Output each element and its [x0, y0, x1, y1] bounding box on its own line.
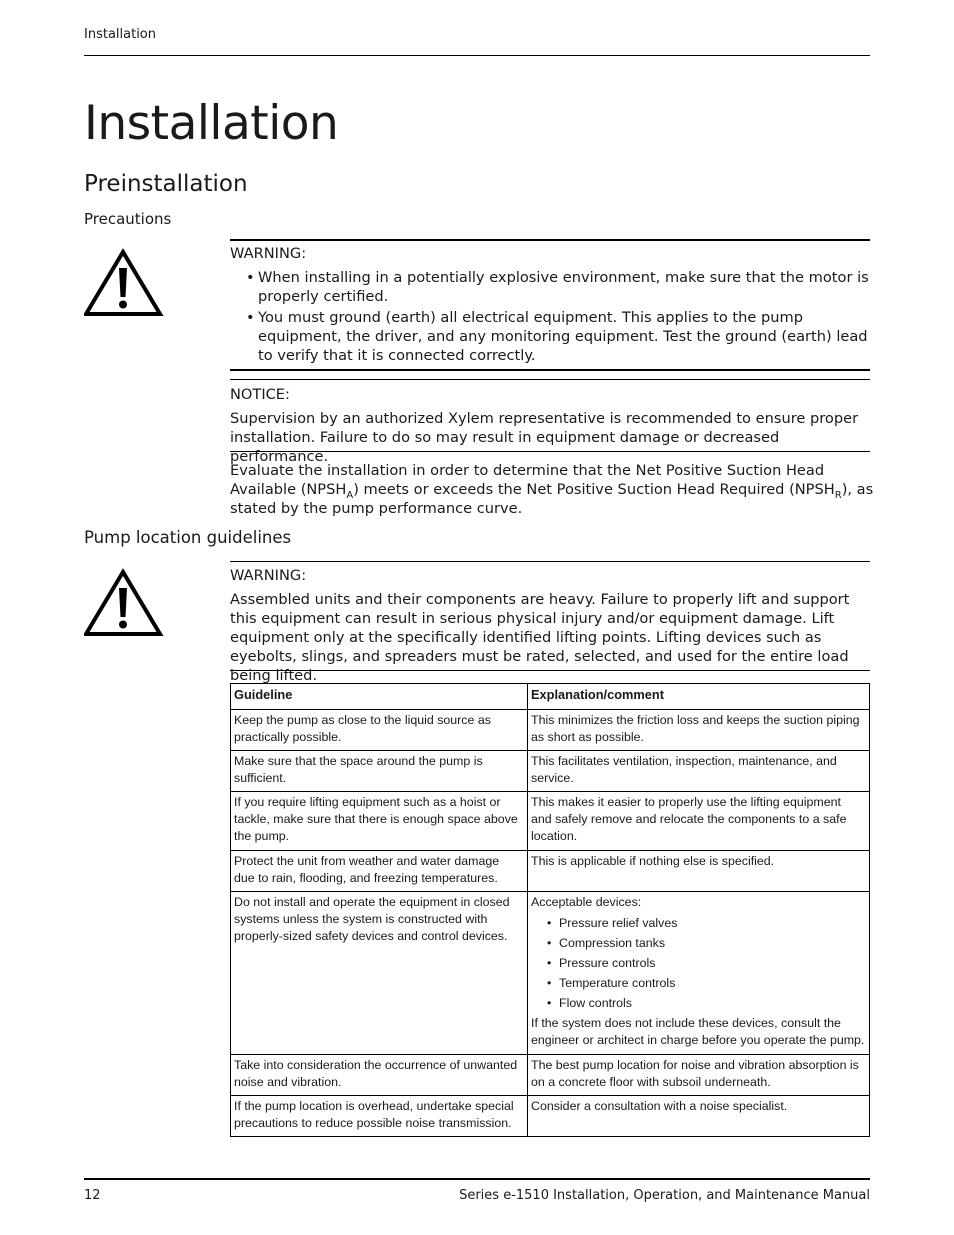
header-rule [84, 55, 870, 56]
notice-text: Supervision by an authorized Xylem representative is recommended to ensure proper installation. Failure to do so may result in equipment damage or decreased performance. [230, 410, 859, 465]
explanation-cell [528, 892, 870, 1055]
warning-text: Assembled units and their components are heavy. Failure to properly lift and support this equipment can result in serious physical injury and/or equipment damage. Lift equipment only at the specifically identified lifting points. Lifting devices such as eyebolts, slings, and spreaders must be rated, selected, and used for the entire load being lifted. [230, 591, 850, 684]
table-row [231, 710, 870, 751]
warning2-top-rule [230, 561, 870, 562]
table-row [231, 751, 870, 792]
explanation-cell: This minimizes the friction loss and keeps the suction piping as short as possible. [528, 710, 870, 751]
warning-item: • When installing in a potentially explosive environment, make sure that the motor is properly certified. [230, 268, 870, 306]
warning-item: • You must ground (earth) all electrical equipment. This applies to the pump equipment, the driver, and any monitoring equipment. Test the ground (earth) lead to verify that it is connected correctly. [230, 308, 870, 365]
guideline-cell: Take into consideration the occurrence of unwanted noise and vibration. [231, 1055, 528, 1096]
table-row [231, 792, 870, 851]
pump-location-heading: Pump location guidelines [84, 528, 292, 547]
notice-bottom-rule [230, 451, 870, 452]
section-heading: Preinstallation [84, 171, 248, 197]
warning-box-precautions [230, 244, 870, 367]
notice-label: NOTICE: [230, 386, 290, 403]
footer-rule [84, 1178, 870, 1180]
warning-triangle-icon [84, 568, 164, 638]
device-item: • Pressure relief valves [531, 915, 865, 932]
page-title: Installation [84, 96, 339, 151]
page-number: 12 [84, 1188, 101, 1203]
warning-bottom-rule [230, 369, 870, 371]
guideline-cell: Keep the pump as close to the liquid source as practically possible. [231, 710, 528, 751]
warning-list [230, 268, 870, 365]
column-header-guideline: Guideline [231, 684, 528, 710]
device-item: • Compression tanks [531, 935, 865, 952]
precautions-heading: Precautions [84, 210, 172, 228]
table-header-row [231, 684, 870, 710]
explanation-cell: This facilitates ventilation, inspection, maintenance, and service. [528, 751, 870, 792]
running-header: Installation [84, 27, 157, 42]
devices-outro: If the system does not include these devices, consult the engineer or architect in charge before you operate the pump. [531, 1016, 865, 1047]
notice-top-rule [230, 379, 870, 380]
guidelines-table [230, 683, 870, 1137]
warning-triangle-icon [84, 248, 164, 318]
explanation-cell: Consider a consultation with a noise specialist. [528, 1096, 870, 1137]
table-row [231, 1055, 870, 1096]
guideline-cell: Make sure that the space around the pump is sufficient. [231, 751, 528, 792]
device-item: • Flow controls [531, 995, 865, 1012]
explanation-cell: This makes it easier to properly use the lifting equipment and safely remove and relocate the components to a safe location. [528, 792, 870, 851]
npsh-paragraph: Evaluate the installation in order to determine that the Net Positive Suction Head Available $(NPSH_A)$ meets or exceeds the Net Positive Suction Head Required $(NPSH_R)$, as stated by the pump performance curve. [230, 462, 874, 517]
table-row [231, 851, 870, 892]
warning-label: WARNING: [230, 245, 307, 262]
warning-label: WARNING: [230, 567, 307, 584]
guideline-cell: Do not install and operate the equipment in closed systems unless the system is constructed with properly-sized safety devices and control devices. [231, 892, 528, 1055]
warning-box-lifting [230, 566, 870, 685]
explanation-cell: The best pump location for noise and vibration absorption is on a concrete floor with subsoil underneath. [528, 1055, 870, 1096]
notice-box [230, 385, 870, 466]
guideline-cell: Protect the unit from weather and water damage due to rain, flooding, and freezing temperatures. [231, 851, 528, 892]
column-header-explanation: Explanation/comment [528, 684, 870, 710]
guideline-cell: If you require lifting equipment such as a hoist or tackle, make sure that there is enough space above the pump. [231, 792, 528, 851]
manual-title: Series e-1510 Installation, Operation, and Maintenance Manual [459, 1188, 870, 1203]
devices-list [531, 915, 865, 1012]
table-row [231, 1096, 870, 1137]
guideline-cell: If the pump location is overhead, undertake special precautions to reduce possible noise transmission. [231, 1096, 528, 1137]
device-item: • Temperature controls [531, 975, 865, 992]
warning-top-rule [230, 239, 870, 241]
table-row [231, 892, 870, 1055]
devices-intro: Acceptable devices: [531, 895, 642, 909]
explanation-cell: This is applicable if nothing else is specified. [528, 851, 870, 892]
warning2-bottom-rule [230, 670, 870, 671]
device-item: • Pressure controls [531, 955, 865, 972]
